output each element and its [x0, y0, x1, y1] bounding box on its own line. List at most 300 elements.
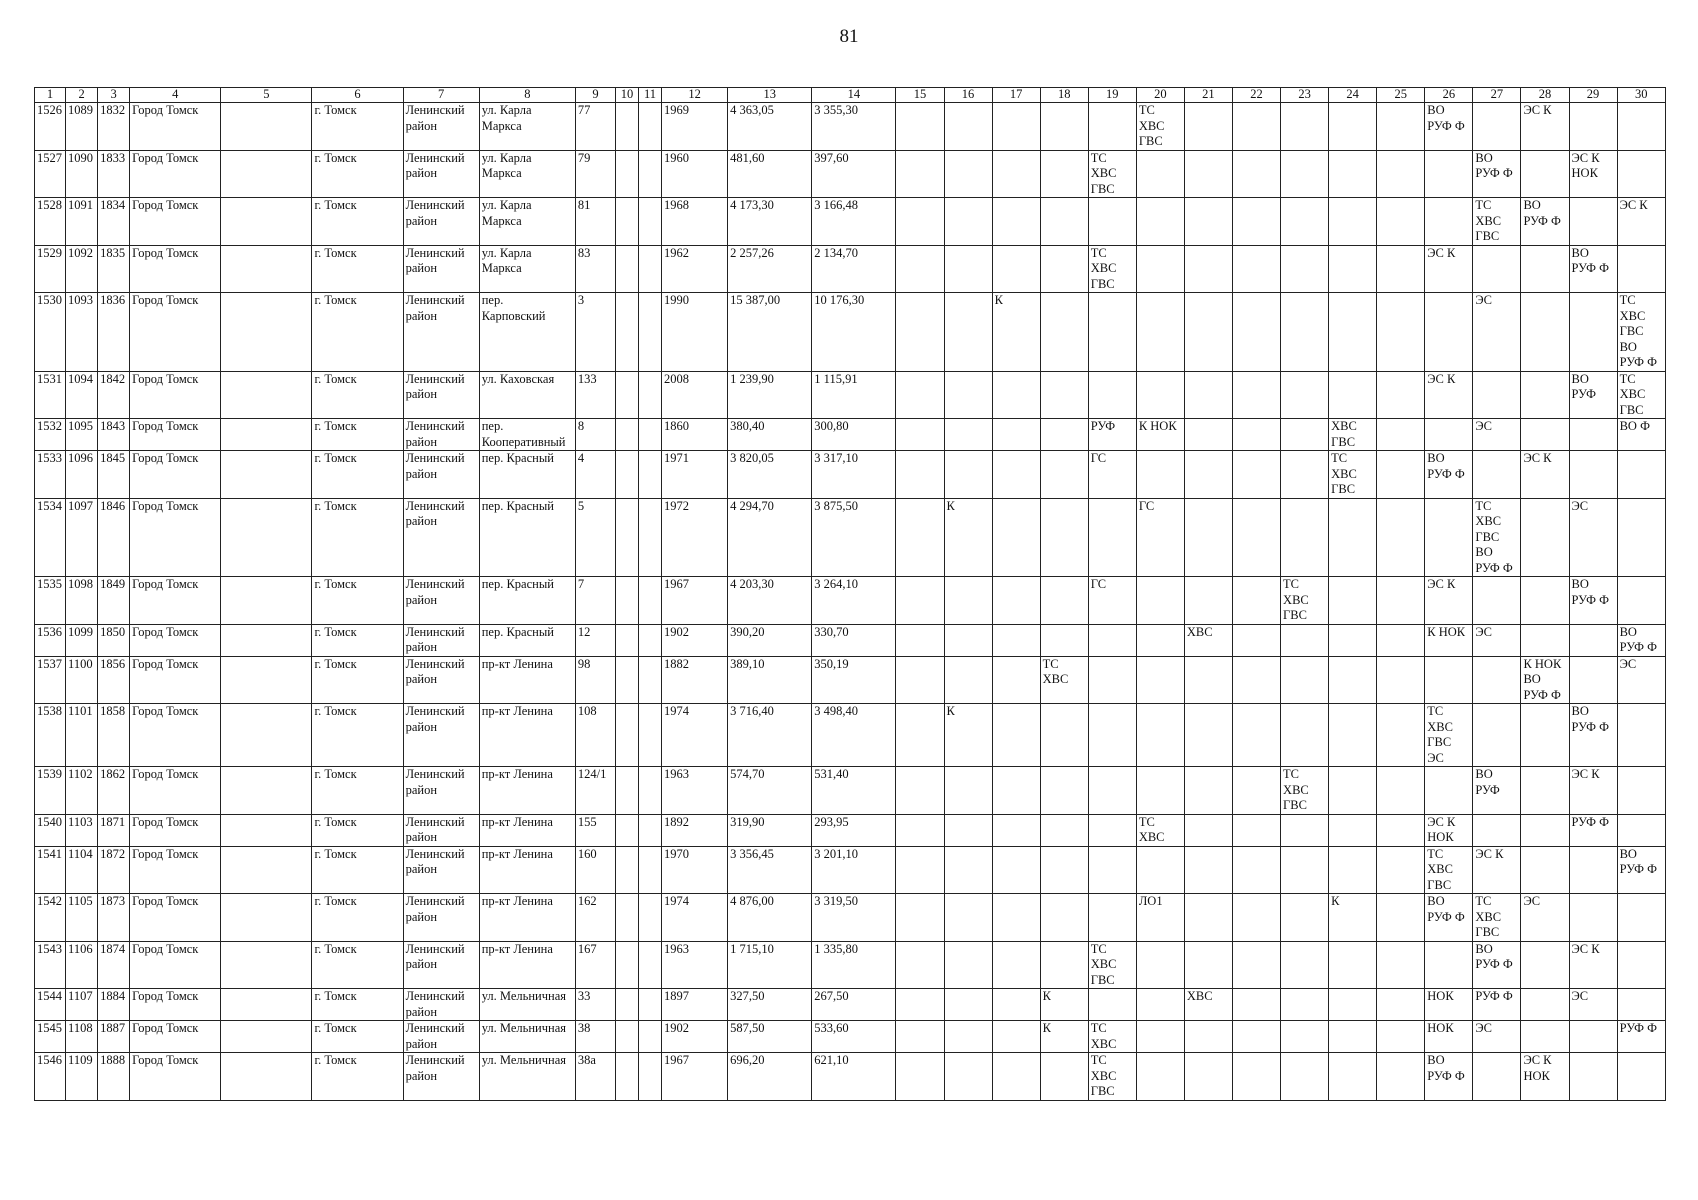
cell-col-26: [1425, 419, 1473, 451]
cell-col-10: [615, 767, 638, 815]
cell-col-21: [1184, 846, 1232, 894]
cell-col-17: [992, 577, 1040, 625]
cell-col-15: [896, 150, 944, 198]
cell-col-18: [1040, 1053, 1088, 1101]
cell-col-2: 1097: [66, 498, 98, 577]
cell-col-29: [1569, 103, 1617, 151]
cell-col-7: Ленинский район: [403, 419, 479, 451]
cell-col-29: [1569, 846, 1617, 894]
cell-col-29: ВО РУФ Ф: [1569, 577, 1617, 625]
cell-col-22: [1232, 704, 1280, 767]
cell-col-13: 1 239,90: [728, 371, 812, 419]
column-header-8: 8: [479, 88, 575, 103]
cell-col-28: [1521, 704, 1569, 767]
cell-col-15: [896, 1021, 944, 1053]
cell-col-26: НОК: [1425, 1021, 1473, 1053]
cell-col-27: ЭС К: [1473, 846, 1521, 894]
cell-col-23: [1281, 989, 1329, 1021]
cell-col-19: [1088, 624, 1136, 656]
table-row: [35, 293, 1666, 372]
cell-col-22: [1232, 577, 1280, 625]
cell-col-22: [1232, 198, 1280, 246]
table-row: [35, 656, 1666, 704]
cell-col-1: 1546: [35, 1053, 66, 1101]
table-row: [35, 814, 1666, 846]
cell-col-23: [1281, 704, 1329, 767]
cell-col-20: [1136, 371, 1184, 419]
cell-col-19: РУФ: [1088, 419, 1136, 451]
column-header-28: 28: [1521, 88, 1569, 103]
cell-col-27: [1473, 245, 1521, 293]
cell-col-30: ВО РУФ Ф: [1617, 624, 1665, 656]
cell-col-24: [1329, 767, 1377, 815]
cell-col-20: [1136, 704, 1184, 767]
cell-col-12: 1968: [662, 198, 728, 246]
cell-col-21: [1184, 814, 1232, 846]
cell-col-3: 1872: [98, 846, 130, 894]
cell-col-5: [221, 198, 312, 246]
cell-col-3: 1874: [98, 941, 130, 989]
cell-col-5: [221, 371, 312, 419]
cell-col-25: [1377, 846, 1425, 894]
cell-col-8: пер. Красный: [479, 498, 575, 577]
cell-col-10: [615, 624, 638, 656]
column-header-17: 17: [992, 88, 1040, 103]
cell-col-9: 155: [575, 814, 615, 846]
cell-col-6: г. Томск: [312, 894, 403, 942]
cell-col-11: [639, 656, 662, 704]
cell-col-10: [615, 103, 638, 151]
cell-col-25: [1377, 293, 1425, 372]
cell-col-3: 1862: [98, 767, 130, 815]
table-row: [35, 941, 1666, 989]
cell-col-30: ЭС К: [1617, 198, 1665, 246]
cell-col-12: 1970: [662, 846, 728, 894]
cell-col-1: 1529: [35, 245, 66, 293]
cell-col-4: Город Томск: [130, 704, 221, 767]
cell-col-2: 1091: [66, 198, 98, 246]
cell-col-3: 1833: [98, 150, 130, 198]
cell-col-20: [1136, 245, 1184, 293]
cell-col-30: РУФ Ф: [1617, 1021, 1665, 1053]
cell-col-11: [639, 103, 662, 151]
cell-col-10: [615, 656, 638, 704]
cell-col-25: [1377, 814, 1425, 846]
cell-col-26: [1425, 941, 1473, 989]
cell-col-1: 1544: [35, 989, 66, 1021]
cell-col-27: ТС ХВС ГВС: [1473, 198, 1521, 246]
register-table: [34, 87, 1666, 1101]
cell-col-10: [615, 894, 638, 942]
cell-col-10: [615, 846, 638, 894]
cell-col-19: [1088, 894, 1136, 942]
cell-col-27: [1473, 103, 1521, 151]
cell-col-15: [896, 1053, 944, 1101]
cell-col-9: 33: [575, 989, 615, 1021]
cell-col-19: [1088, 814, 1136, 846]
cell-col-8: ул. Карла Маркса: [479, 150, 575, 198]
cell-col-30: [1617, 577, 1665, 625]
cell-col-24: [1329, 293, 1377, 372]
cell-col-17: [992, 767, 1040, 815]
cell-col-10: [615, 419, 638, 451]
cell-col-2: 1093: [66, 293, 98, 372]
cell-col-1: 1545: [35, 1021, 66, 1053]
cell-col-23: ТС ХВС ГВС: [1281, 577, 1329, 625]
cell-col-17: [992, 419, 1040, 451]
cell-col-4: Город Томск: [130, 198, 221, 246]
cell-col-17: К: [992, 293, 1040, 372]
cell-col-4: Город Томск: [130, 989, 221, 1021]
cell-col-13: 4 203,30: [728, 577, 812, 625]
cell-col-18: К: [1040, 989, 1088, 1021]
cell-col-30: [1617, 150, 1665, 198]
cell-col-17: [992, 894, 1040, 942]
cell-col-22: [1232, 767, 1280, 815]
cell-col-6: г. Томск: [312, 198, 403, 246]
cell-col-18: [1040, 150, 1088, 198]
cell-col-3: 1832: [98, 103, 130, 151]
cell-col-20: ТС ХВС: [1136, 814, 1184, 846]
cell-col-13: 380,40: [728, 419, 812, 451]
cell-col-30: [1617, 245, 1665, 293]
cell-col-6: г. Томск: [312, 1021, 403, 1053]
cell-col-16: [944, 103, 992, 151]
cell-col-3: 1873: [98, 894, 130, 942]
cell-col-24: [1329, 103, 1377, 151]
cell-col-4: Город Томск: [130, 656, 221, 704]
column-header-2: 2: [66, 88, 98, 103]
cell-col-20: [1136, 1053, 1184, 1101]
cell-col-15: [896, 451, 944, 499]
cell-col-18: [1040, 293, 1088, 372]
cell-col-1: 1535: [35, 577, 66, 625]
cell-col-16: [944, 371, 992, 419]
cell-col-8: пер. Карповский: [479, 293, 575, 372]
cell-col-9: 79: [575, 150, 615, 198]
cell-col-24: [1329, 498, 1377, 577]
cell-col-9: 12: [575, 624, 615, 656]
cell-col-9: 4: [575, 451, 615, 499]
cell-col-7: Ленинский район: [403, 656, 479, 704]
cell-col-18: [1040, 704, 1088, 767]
cell-col-8: пр-кт Ленина: [479, 656, 575, 704]
cell-col-5: [221, 989, 312, 1021]
cell-col-2: 1103: [66, 814, 98, 846]
cell-col-24: [1329, 371, 1377, 419]
cell-col-18: [1040, 941, 1088, 989]
cell-col-12: 1967: [662, 577, 728, 625]
cell-col-19: ТС ХВС ГВС: [1088, 245, 1136, 293]
cell-col-2: 1101: [66, 704, 98, 767]
cell-col-7: Ленинский район: [403, 245, 479, 293]
cell-col-23: [1281, 293, 1329, 372]
cell-col-16: [944, 577, 992, 625]
cell-col-10: [615, 451, 638, 499]
cell-col-14: 1 115,91: [812, 371, 896, 419]
column-header-24: 24: [1329, 88, 1377, 103]
table-row: [35, 245, 1666, 293]
cell-col-28: [1521, 577, 1569, 625]
cell-col-4: Город Томск: [130, 894, 221, 942]
cell-col-14: 350,19: [812, 656, 896, 704]
cell-col-28: [1521, 419, 1569, 451]
cell-col-2: 1090: [66, 150, 98, 198]
cell-col-18: [1040, 767, 1088, 815]
cell-col-6: г. Томск: [312, 245, 403, 293]
cell-col-28: [1521, 624, 1569, 656]
cell-col-16: [944, 624, 992, 656]
cell-col-6: г. Томск: [312, 814, 403, 846]
cell-col-22: [1232, 1021, 1280, 1053]
cell-col-30: [1617, 941, 1665, 989]
cell-col-4: Город Томск: [130, 293, 221, 372]
cell-col-28: [1521, 1021, 1569, 1053]
cell-col-6: г. Томск: [312, 846, 403, 894]
table-row: [35, 103, 1666, 151]
table-row: [35, 498, 1666, 577]
cell-col-24: [1329, 577, 1377, 625]
table-row: [35, 894, 1666, 942]
cell-col-2: 1100: [66, 656, 98, 704]
cell-col-19: ГС: [1088, 577, 1136, 625]
cell-col-24: [1329, 704, 1377, 767]
cell-col-13: 4 363,05: [728, 103, 812, 151]
cell-col-23: [1281, 814, 1329, 846]
cell-col-13: 4 294,70: [728, 498, 812, 577]
cell-col-29: [1569, 1053, 1617, 1101]
cell-col-29: ЭС К НОК: [1569, 150, 1617, 198]
cell-col-29: [1569, 198, 1617, 246]
cell-col-17: [992, 624, 1040, 656]
cell-col-20: [1136, 150, 1184, 198]
cell-col-4: Город Томск: [130, 767, 221, 815]
table-row: [35, 846, 1666, 894]
cell-col-4: Город Томск: [130, 451, 221, 499]
cell-col-26: ТС ХВС ГВС: [1425, 846, 1473, 894]
cell-col-8: пр-кт Ленина: [479, 704, 575, 767]
cell-col-12: 1967: [662, 1053, 728, 1101]
cell-col-3: 1835: [98, 245, 130, 293]
cell-col-26: К НОК: [1425, 624, 1473, 656]
cell-col-29: [1569, 293, 1617, 372]
table-row: [35, 624, 1666, 656]
cell-col-19: [1088, 989, 1136, 1021]
cell-col-17: [992, 941, 1040, 989]
cell-col-11: [639, 704, 662, 767]
cell-col-11: [639, 451, 662, 499]
cell-col-22: [1232, 293, 1280, 372]
cell-col-2: 1102: [66, 767, 98, 815]
cell-col-12: 1972: [662, 498, 728, 577]
cell-col-13: 2 257,26: [728, 245, 812, 293]
cell-col-5: [221, 941, 312, 989]
cell-col-5: [221, 150, 312, 198]
cell-col-30: ТС ХВС ГВС: [1617, 371, 1665, 419]
cell-col-13: 481,60: [728, 150, 812, 198]
cell-col-8: ул. Карла Маркса: [479, 198, 575, 246]
cell-col-10: [615, 1053, 638, 1101]
table-row: [35, 1021, 1666, 1053]
cell-col-13: 390,20: [728, 624, 812, 656]
cell-col-14: 267,50: [812, 989, 896, 1021]
cell-col-13: 3 820,05: [728, 451, 812, 499]
cell-col-30: [1617, 894, 1665, 942]
cell-col-14: 300,80: [812, 419, 896, 451]
cell-col-30: ЭС: [1617, 656, 1665, 704]
cell-col-27: ЭС: [1473, 293, 1521, 372]
cell-col-18: [1040, 419, 1088, 451]
cell-col-19: ТС ХВС ГВС: [1088, 150, 1136, 198]
cell-col-29: ЭС К: [1569, 767, 1617, 815]
cell-col-17: [992, 150, 1040, 198]
cell-col-9: 162: [575, 894, 615, 942]
cell-col-9: 7: [575, 577, 615, 625]
cell-col-13: 15 387,00: [728, 293, 812, 372]
cell-col-29: ЭС К: [1569, 941, 1617, 989]
cell-col-29: ЭС: [1569, 989, 1617, 1021]
cell-col-6: г. Томск: [312, 624, 403, 656]
cell-col-22: [1232, 656, 1280, 704]
cell-col-20: [1136, 198, 1184, 246]
cell-col-3: 1834: [98, 198, 130, 246]
cell-col-13: 389,10: [728, 656, 812, 704]
cell-col-29: [1569, 624, 1617, 656]
cell-col-10: [615, 1021, 638, 1053]
cell-col-3: 1836: [98, 293, 130, 372]
cell-col-8: ул. Мельничная: [479, 989, 575, 1021]
cell-col-28: ЭС К: [1521, 451, 1569, 499]
cell-col-11: [639, 767, 662, 815]
cell-col-22: [1232, 941, 1280, 989]
cell-col-16: [944, 1053, 992, 1101]
cell-col-25: [1377, 371, 1425, 419]
cell-col-5: [221, 846, 312, 894]
cell-col-30: [1617, 704, 1665, 767]
cell-col-5: [221, 894, 312, 942]
cell-col-16: [944, 1021, 992, 1053]
cell-col-16: [944, 198, 992, 246]
column-header-5: 5: [221, 88, 312, 103]
cell-col-19: [1088, 846, 1136, 894]
cell-col-15: [896, 293, 944, 372]
cell-col-16: [944, 656, 992, 704]
cell-col-30: [1617, 103, 1665, 151]
cell-col-20: К НОК: [1136, 419, 1184, 451]
cell-col-1: 1532: [35, 419, 66, 451]
cell-col-7: Ленинский район: [403, 767, 479, 815]
cell-col-21: [1184, 103, 1232, 151]
column-header-25: 25: [1377, 88, 1425, 103]
cell-col-15: [896, 577, 944, 625]
cell-col-4: Город Томск: [130, 498, 221, 577]
cell-col-28: [1521, 814, 1569, 846]
cell-col-17: [992, 245, 1040, 293]
table-row: [35, 704, 1666, 767]
cell-col-9: 38: [575, 1021, 615, 1053]
cell-col-9: 160: [575, 846, 615, 894]
cell-col-10: [615, 371, 638, 419]
cell-col-16: [944, 989, 992, 1021]
cell-col-5: [221, 704, 312, 767]
cell-col-6: г. Томск: [312, 577, 403, 625]
cell-col-6: г. Томск: [312, 419, 403, 451]
cell-col-28: ЭС: [1521, 894, 1569, 942]
cell-col-16: [944, 894, 992, 942]
cell-col-23: [1281, 1053, 1329, 1101]
cell-col-11: [639, 894, 662, 942]
cell-col-7: Ленинский район: [403, 371, 479, 419]
column-header-29: 29: [1569, 88, 1617, 103]
cell-col-8: пр-кт Ленина: [479, 894, 575, 942]
cell-col-21: [1184, 371, 1232, 419]
cell-col-23: [1281, 846, 1329, 894]
table-row: [35, 989, 1666, 1021]
cell-col-25: [1377, 1021, 1425, 1053]
cell-col-6: г. Томск: [312, 656, 403, 704]
cell-col-14: 397,60: [812, 150, 896, 198]
cell-col-20: [1136, 293, 1184, 372]
cell-col-22: [1232, 814, 1280, 846]
cell-col-21: [1184, 419, 1232, 451]
cell-col-26: ВО РУФ Ф: [1425, 1053, 1473, 1101]
cell-col-3: 1871: [98, 814, 130, 846]
cell-col-25: [1377, 498, 1425, 577]
cell-col-22: [1232, 419, 1280, 451]
cell-col-4: Город Томск: [130, 150, 221, 198]
cell-col-4: Город Томск: [130, 103, 221, 151]
cell-col-21: [1184, 245, 1232, 293]
cell-col-25: [1377, 989, 1425, 1021]
table-row: [35, 198, 1666, 246]
cell-col-8: ул. Мельничная: [479, 1053, 575, 1101]
cell-col-17: [992, 846, 1040, 894]
cell-col-10: [615, 293, 638, 372]
cell-col-22: [1232, 103, 1280, 151]
cell-col-1: 1528: [35, 198, 66, 246]
cell-col-13: 696,20: [728, 1053, 812, 1101]
cell-col-13: 587,50: [728, 1021, 812, 1053]
cell-col-12: 1974: [662, 704, 728, 767]
cell-col-19: ТС ХВС ГВС: [1088, 1053, 1136, 1101]
cell-col-22: [1232, 989, 1280, 1021]
cell-col-5: [221, 419, 312, 451]
cell-col-15: [896, 198, 944, 246]
cell-col-4: Город Томск: [130, 941, 221, 989]
cell-col-22: [1232, 1053, 1280, 1101]
cell-col-26: ЭС К НОК: [1425, 814, 1473, 846]
cell-col-13: 1 715,10: [728, 941, 812, 989]
cell-col-16: [944, 293, 992, 372]
cell-col-11: [639, 577, 662, 625]
cell-col-1: 1538: [35, 704, 66, 767]
cell-col-6: г. Томск: [312, 1053, 403, 1101]
cell-col-27: ВО РУФ Ф: [1473, 150, 1521, 198]
cell-col-29: ЭС: [1569, 498, 1617, 577]
cell-col-12: 2008: [662, 371, 728, 419]
cell-col-28: [1521, 941, 1569, 989]
cell-col-14: 2 134,70: [812, 245, 896, 293]
cell-col-19: ТС ХВС: [1088, 1021, 1136, 1053]
cell-col-16: [944, 846, 992, 894]
cell-col-8: пр-кт Ленина: [479, 846, 575, 894]
cell-col-11: [639, 846, 662, 894]
cell-col-9: 38а: [575, 1053, 615, 1101]
cell-col-2: 1108: [66, 1021, 98, 1053]
table-row: [35, 451, 1666, 499]
cell-col-7: Ленинский район: [403, 1021, 479, 1053]
cell-col-13: 3 356,45: [728, 846, 812, 894]
